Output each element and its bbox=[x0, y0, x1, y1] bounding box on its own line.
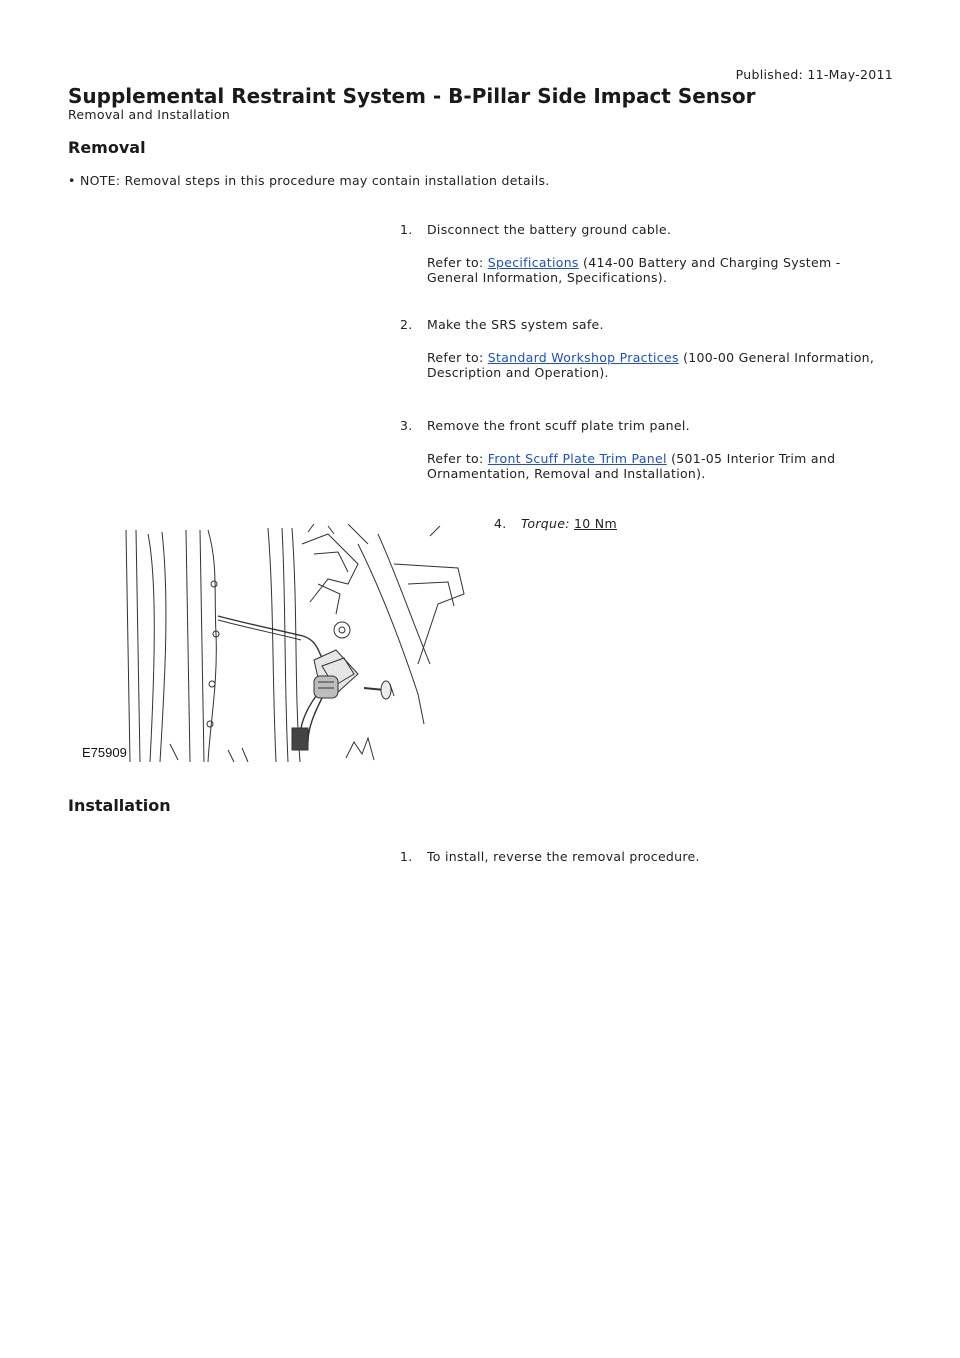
illustration-drawing bbox=[78, 524, 466, 766]
step-number: 2. bbox=[400, 317, 413, 332]
link-front-scuff-plate-trim-panel[interactable]: Front Scuff Plate Trim Panel bbox=[487, 451, 667, 466]
removal-note: • NOTE: Removal steps in this procedure may contain installation details. bbox=[68, 173, 550, 188]
reference-detail: (414-00 Battery and Charging System - General Information, Specifications). bbox=[427, 255, 841, 285]
installation-heading: Installation bbox=[68, 796, 171, 815]
step-number: 1. bbox=[400, 222, 413, 237]
step-text: Make the SRS system safe. bbox=[427, 317, 604, 332]
b-pillar-sensor-illustration bbox=[78, 524, 466, 766]
page-subtitle: Removal and Installation bbox=[68, 107, 231, 122]
step-reference bbox=[427, 255, 887, 285]
refer-to-label: Refer to: bbox=[427, 255, 484, 270]
refer-to-label: Refer to: bbox=[427, 350, 484, 365]
page-title: Supplemental Restraint System - B-Pillar Side Impact Sensor bbox=[68, 84, 756, 108]
reference-detail: (100-00 General Information, Description and Operation). bbox=[427, 350, 875, 380]
torque-label: Torque: bbox=[521, 516, 570, 531]
step-text: To install, reverse the removal procedure. bbox=[427, 849, 700, 864]
step-number: 4. bbox=[494, 516, 507, 531]
torque-value: 10 Nm bbox=[574, 516, 617, 531]
figure-code: E75909 bbox=[82, 745, 127, 760]
step-reference bbox=[427, 451, 887, 481]
step-number: 3. bbox=[400, 418, 413, 433]
link-specifications[interactable]: Specifications bbox=[487, 255, 579, 270]
removal-heading: Removal bbox=[68, 138, 146, 157]
link-standard-workshop-practices[interactable]: Standard Workshop Practices bbox=[487, 350, 679, 365]
refer-to-label: Refer to: bbox=[427, 451, 484, 466]
published-date: Published: 11-May-2011 bbox=[735, 67, 893, 82]
step-text: Remove the front scuff plate trim panel. bbox=[427, 418, 690, 433]
step-text bbox=[521, 516, 617, 531]
reference-detail: (501-05 Interior Trim and Ornamentation, Removal and Installation). bbox=[427, 451, 836, 481]
step-reference bbox=[427, 350, 887, 380]
step-text: Disconnect the battery ground cable. bbox=[427, 222, 672, 237]
step-number: 1. bbox=[400, 849, 413, 864]
